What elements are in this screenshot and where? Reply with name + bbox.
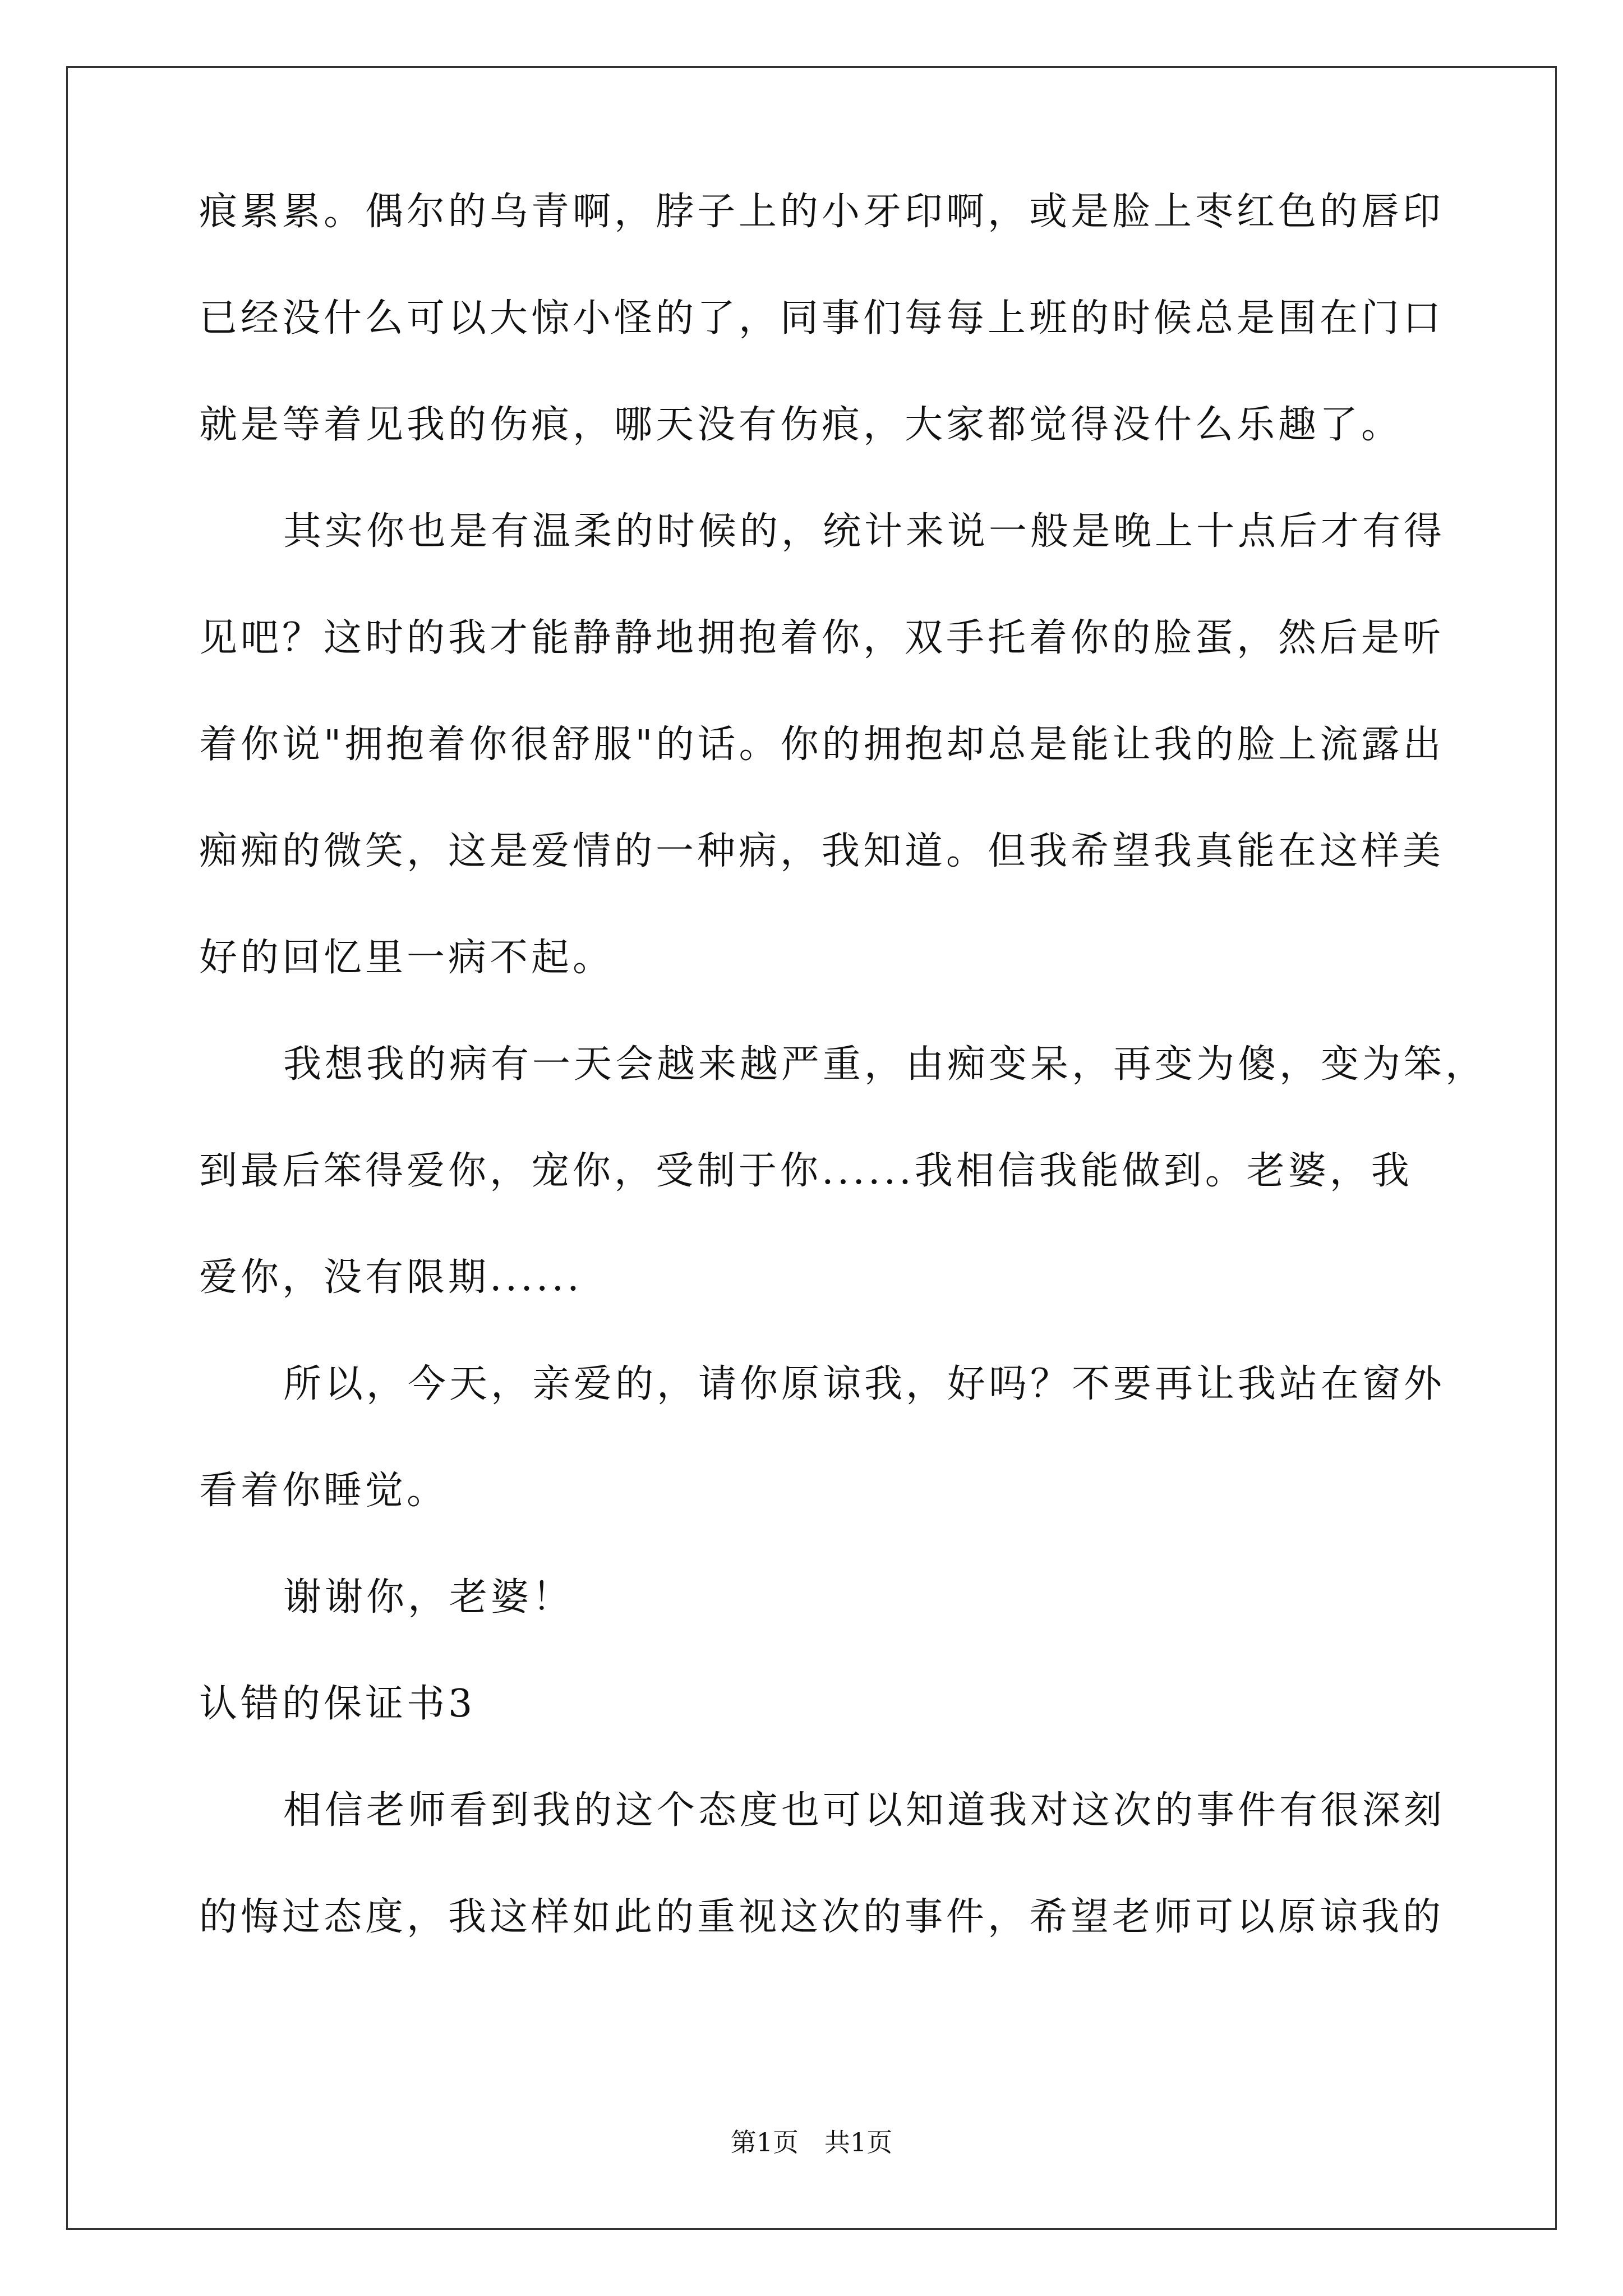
text-line: 痕累累。偶尔的乌青啊，脖子上的小牙印啊，或是脸上枣红色的唇印	[199, 190, 1445, 234]
text-line: 的悔过态度，我这样如此的重视这次的事件，希望老师可以原谅我的	[199, 1895, 1445, 1939]
paragraph-start-line: 谢谢你，老婆！	[283, 1575, 574, 1619]
text-line: 爱你，没有限期......	[199, 1255, 583, 1300]
text-line: 痴痴的微笑，这是爱情的一种病，我知道。但我希望我真能在这样美	[199, 829, 1445, 873]
page-number-footer: 第1页 共1页	[730, 2127, 893, 2157]
text-line: 已经没什么可以大惊小怪的了，同事们每每上班的时候总是围在门口	[199, 296, 1445, 341]
paragraph-start-line: 相信老师看到我的这个态度也可以知道我对这次的事件有很深刻	[283, 1788, 1446, 1833]
paragraph-start-line: 其实你也是有温柔的时候的，统计来说一般是晚上十点后才有得	[283, 509, 1446, 554]
text-line: 好的回忆里一病不起。	[199, 936, 615, 980]
section-heading: 认错的保证书3	[199, 1682, 476, 1726]
text-line: 着你说"拥抱着你很舒服"的话。你的拥抱却总是能让我的脸上流露出	[199, 723, 1445, 767]
paragraph-start-line: 所以，今天，亲爱的，请你原谅我，好吗？不要再让我站在窗外	[283, 1362, 1446, 1406]
paragraph-start-line: 我想我的病有一天会越来越严重，由痴变呆，再变为傻，变为笨，	[283, 1042, 1487, 1087]
text-line: 看着你睡觉。	[199, 1469, 449, 1513]
text-line: 就是等着见我的伤痕，哪天没有伤痕，大家都觉得没什么乐趣了。	[199, 403, 1403, 447]
text-line: 到最后笨得爱你，宠你，受制于你......我相信我能做到。老婆，我	[199, 1149, 1413, 1193]
text-line: 见吧？这时的我才能静静地拥抱着你，双手托着你的脸蛋，然后是听	[199, 616, 1445, 660]
